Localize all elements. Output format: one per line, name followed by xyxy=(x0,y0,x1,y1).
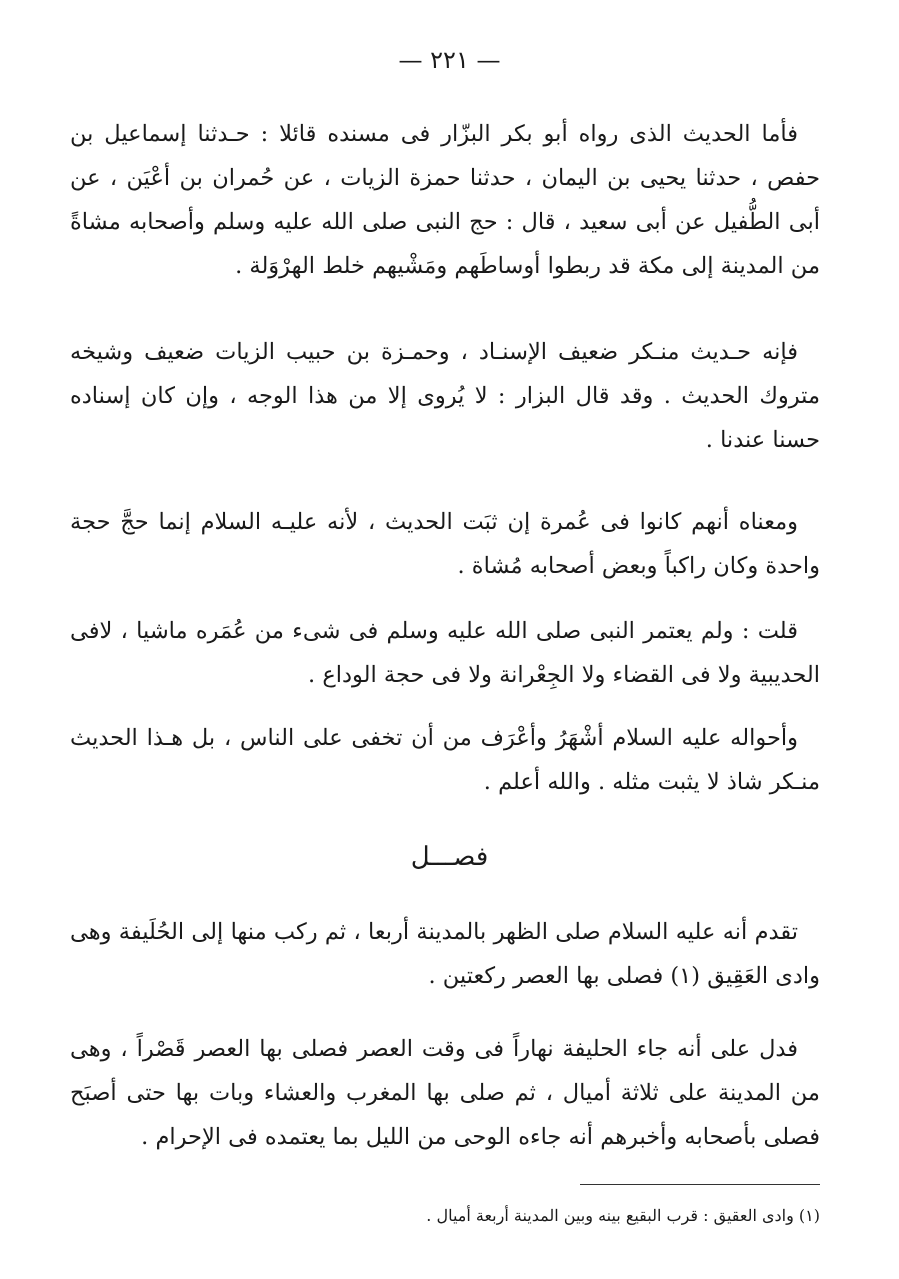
paragraph-text: فأما الحديث الذى رواه أبو بكر البزّار فى مسنده قائلا : حـدثنا إسماعيل بن حفص ، حدثنا يحيى بن اليمان ، حدثنا حمزة الزيات ، عن حُمران بن أعْيَن ، عن أبى الطُّفيل عن أبى سعيد ، قال : حج النبى صلى الله عليه وسلم وأصحابه مشاةً من المدينة إلى مكة قد ربطوا أوساطَهم ومَشْيهم خلط الهرْوَلة . xyxy=(70,121,820,279)
paragraph-hadith-meaning xyxy=(70,500,820,588)
section-heading: فصـــل xyxy=(410,842,489,872)
footnote: (١) وادى العقيق : قرب البقيع بينه وبين المدينة أربعة أميال . xyxy=(426,1206,820,1225)
footnote-divider xyxy=(580,1184,820,1185)
paragraph-conclusion xyxy=(70,716,820,804)
paragraph-hadith-narration xyxy=(70,112,820,288)
page-number: — ٢٢١ — xyxy=(398,46,501,74)
paragraph-text: تقدم أنه عليه السلام صلى الظهر بالمدينة أربعا ، ثم ركب منها إلى الحُلَيفة وهى وادى العَقِيق (١) فصلى بها العصر ركعتين . xyxy=(70,919,820,989)
paragraph-hadith-grading xyxy=(70,330,820,462)
section-paragraph-dhul-hulayfah xyxy=(70,910,820,998)
paragraph-text: ومعناه أنهم كانوا فى عُمرة إن ثبَت الحديث ، لأنه عليـه السلام إنما حجَّ حجة واحدة وكان راكباً وبعض أصحابه مُشاة . xyxy=(70,509,820,579)
paragraph-text: قلت : ولم يعتمر النبى صلى الله عليه وسلم فى شىء من عُمَره ماشيا ، لافى الحديبية ولا فى القضاء ولا الجِعْرانة ولا فى حجة الوداع . xyxy=(70,618,820,688)
paragraph-umrah-note xyxy=(70,609,820,697)
paragraph-text: وأحواله عليه السلام أشْهَرُ وأعْرَف من أن تخفى على الناس ، بل هـذا الحديث منـكر شاذ لا يثبت مثله . والله أعلم . xyxy=(70,725,820,795)
paragraph-text: فإنه حـديث منـكر ضعيف الإسنـاد ، وحمـزة بن حبيب الزيات ضعيف وشيخه متروك الحديث . وقد قال البزار : لا يُروى إلا من هذا الوجه ، وإن كان إسناده حسنا عندنا . xyxy=(70,339,820,453)
section-paragraph-arrival xyxy=(70,1027,820,1159)
paragraph-text: فدل على أنه جاء الحليفة نهاراً فى وقت العصر فصلى بها العصر قَصْراً ، وهى من المدينة على ثلاثة أميال ، ثم صلى بها المغرب والعشاء وبات بها حتى أصبَح فصلى بأصحابه وأخبرهم أنه جاءه الوحى من الليل بما يعتمده فى الإحرام . xyxy=(70,1036,820,1150)
